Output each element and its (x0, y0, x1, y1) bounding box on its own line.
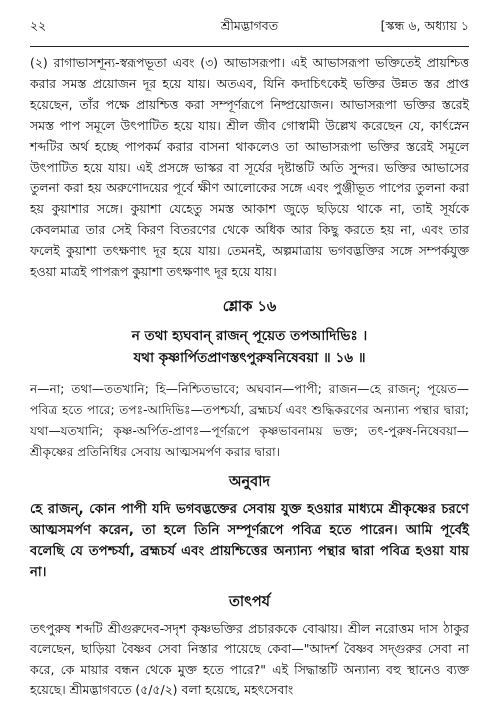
verse-line-2: যথা কৃষ্ণার্পিতপ্রাণস্তৎপুরুষনিষেবয়া ॥ ১৬ ॥ (133, 349, 366, 366)
page-number: ২২ (30, 18, 47, 33)
verse-line-1: ন তথা হ্যঘবান্ রাজন্ পূয়েত তপআদিভিঃ । (131, 327, 368, 344)
intro-paragraph: (২) রাগাভাসশূন্য-স্বরূপভূতা এবং (৩) আভাসরূপা। এই আভাসরূপা ভক্তিতেই প্রায়শ্চিত্ত করার সমস্ত প্রয়োজন দূর হয়ে যায়। অতএব, যিনি কদাচিৎকেই ভক্তির উন্নত স্তর প্রাপ্ত হয়েছেন, তাঁর পক্ষে প্রায়শ্চিত্ত করা সম্পূর্ণরূপে নিষ্প্রয়োজন। আভাসরূপা ভক্তির স্তরেই সমস্ত পাপ সমূলে উৎপাটিত হয়ে যায়। শ্রীল জীব গোস্বামী উল্লেখ করেছেন যে, কার্ৎস্নেন শব্দটির অর্থ হচ্ছে পাপকর্ম করার বাসনা থাকলেও তা আভাসরূপা ভক্তির স্তরেই সমূলে উৎপাটিত হয়ে যায়। এই প্রসঙ্গে ভাস্কর বা সূর্যের দৃষ্টান্তটি অতি সুন্দর। ভক্তির আভাসের তুলনা করা হয় অরুণোদয়ের পূর্বে ক্ষীণ আলোকের সঙ্গে এবং পুঞ্জীভূত পাপের তুলনা করা হয় কুয়াশার সঙ্গে। কুয়াশা যেহেতু সমস্ত আকাশ জুড়ে ছড়িয়ে থাকে না, তাই সূর্যকে কেবলমাত্র তার সেই কিরণ বিতরণের থেকে অধিক আর কিছু করতে হয় না, এবং তার ফলেই কুয়াশা তৎক্ষণাৎ দূর হয়ে যায়। তেমনই, অল্পমাত্রায় ভগবদ্ভক্তির সঙ্গে সম্পর্কযুক্ত হওয়া মাত্রই পাপরূপ কুয়াশা তৎক্ষণাৎ দূর হয়ে যায়। (30, 55, 469, 280)
purport-heading: তাৎপর্য (228, 593, 271, 610)
translation-text: হে রাজন্, কোন পাপী যদি ভগবদ্ভক্তের সেবায় যুক্ত হওয়ার মাধ্যমে শ্রীকৃষ্ণের চরণে আত্মসমর্পণ করেন, তা হলে তিনি সম্পূর্ণরূপে পবিত্র হতে পারেন। আমি পূর্বেই বলেছি যে তপশ্চর্যা, ব্রহ্মচর্য এবং প্রায়শ্চিত্তের অন্যান্য পন্থার দ্বারা পবিত্র হওয়া যায় না। (30, 501, 469, 580)
chapter-reference: [স্কন্ধ ৬, অধ্যায় ১ (380, 18, 469, 33)
book-title: শ্রীমদ্ভাগবত (220, 18, 279, 33)
word-for-word-synonyms: ন—না; তথা—ততখানি; হি—নিশ্চিতভাবে; অঘবান—পাপী; রাজন—হে রাজন্; পূয়েত—পবিত্র হতে পারে; তপঃ-আদিভিঃ—তপশ্চর্যা, ব্রহ্মচর্য এবং শুদ্ধিকরণের অন্যান্য পন্থার দ্বারা; যথা—যতখানি; কৃষ্ণ-অর্পিত-প্রাণঃ—পূর্ণরূপে কৃষ্ণভাবনাময় ভক্ত; তৎ-পুরুষ-নিষেবয়া—শ্রীকৃষ্ণের প্রতিনিধির সেবায় আত্মসমর্পণ করার দ্বারা। (30, 381, 469, 459)
running-header (30, 18, 469, 40)
translation-heading: অনুবাদ (228, 473, 271, 490)
verse-label: শ্লোক ১৬ (222, 298, 277, 315)
purport-text: তৎপুরুষ শব্দটি শ্রীগুরুদেব-সদৃশ কৃষ্ণভক্তির প্রচারককে বোঝায়। শ্রীল নরোত্তম দাস ঠাকুর বলেছেন, ছাড়িয়া বৈষ্ণব সেবা নিস্তার পায়েছে কেবা—"আদর্শ বৈষ্ণব সদ্গুরুর সেবা না করে, কে মায়ার বন্ধন থেকে মুক্ত হতে পারে?" এই সিদ্ধান্তটি অন্যান্য বহু স্থানেও ব্যক্ত হয়েছে। শ্রীমদ্ভাগবতে (৫/৫/২) বলা হয়েছে, মহৎসেবাং (30, 620, 469, 698)
header-rule (30, 46, 469, 47)
